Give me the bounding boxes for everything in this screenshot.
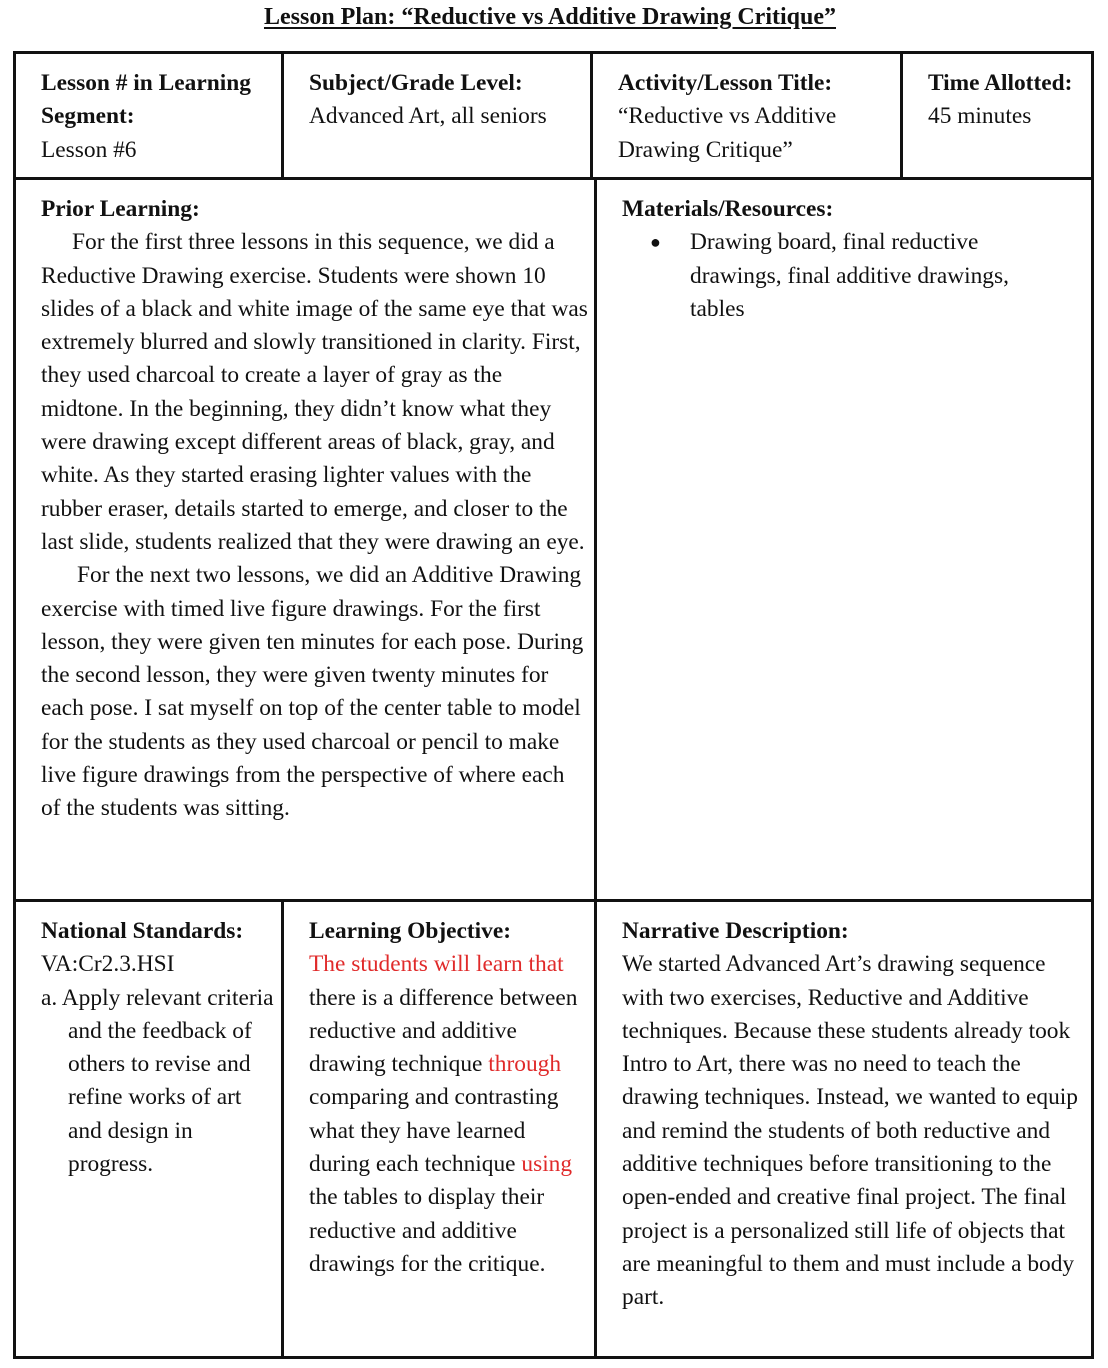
activity-title-label: Activity/Lesson Title: (618, 70, 833, 96)
national-standards-cell (13, 899, 284, 1359)
learning-objective-text (309, 948, 588, 1281)
standard-code: VA:Cr2.3.HSI (41, 951, 175, 978)
prior-learning-paragraph-1: For the first three lessons in this sequence, we did a Reductive Drawing exercise. Students were shown 10 slides of a black and white image of the same eye that was extremely blurred and slowly transitioned in clarity. First, they used charcoal to create a layer of gray as the midtone. In the beginning, they didn’t know what they were drawing except different areas of black, gray, and white. As they started erasing lighter values with the rubber eraser, details started to emerge, and closer to the last slide, students realized that they were drawing an eye. (41, 229, 588, 555)
time-allotted-cell (900, 51, 1094, 180)
narrative-text: We started Advanced Art’s drawing sequence with two exercises, Reductive and Additive techniques. Because these students already took Intro to Art, there was no need to teach the drawing techniques. Instead, we wanted to equip and remind the students of both reductive and additive techniques before transitioning to the open-ended and creative final project. The final project is a personalized still life of objects that are meaningful to them and must include a body part. (622, 951, 1078, 1311)
national-standards-label: National Standards: (41, 918, 244, 944)
subject-grade-value: Advanced Art, all seniors (309, 103, 547, 130)
objective-red-phrase-3: using (521, 1151, 573, 1178)
lesson-number-value: Lesson #6 (41, 136, 137, 163)
activity-title-value: “Reductive vs Additive Drawing Critique” (618, 103, 837, 163)
lesson-number-cell (13, 51, 284, 180)
narrative-cell (594, 899, 1094, 1359)
prior-learning-label: Prior Learning: (41, 196, 200, 222)
materials-list-item: ● Drawing board, final reductive drawings, final additive drawings, tables (622, 226, 1051, 326)
materials-label: Materials/Resources: (622, 196, 834, 222)
learning-objective-label: Learning Objective: (309, 918, 512, 944)
time-allotted-label: Time Allotted: (928, 70, 1073, 96)
lesson-number-label: Lesson # in Learning Segment: (41, 70, 251, 130)
prior-learning-paragraph-2: For the next two lessons, we did an Additive Drawing exercise with timed live figure drawings. For the first lesson, they were given ten minutes for each pose. During the second lesson, they were given twenty minutes for each pose. I sat myself on top of the center table to model for the students as they used charcoal or pencil to make live figure drawings from the perspective of where each of the students was sitting. (41, 562, 584, 822)
objective-red-phrase-1: The students will learn that (309, 951, 564, 978)
time-allotted-value: 45 minutes (928, 103, 1032, 130)
narrative-label: Narrative Description: (622, 918, 849, 944)
standard-item: a. Apply relevant criteria and the feedback of others to revise and refine works of art and design in progress. (41, 984, 274, 1178)
learning-objective-cell (281, 899, 597, 1359)
materials-list (622, 226, 1051, 326)
objective-text-part-2: there is a difference between reductive and additive drawing technique (309, 984, 578, 1078)
prior-learning-cell (13, 177, 597, 902)
objective-text-part-6: the tables to display their reductive and additive drawings for the critique. (309, 1184, 546, 1277)
materials-cell (594, 177, 1094, 902)
objective-red-phrase-2: through (488, 1051, 562, 1078)
activity-title-cell (590, 51, 903, 180)
subject-grade-cell (281, 51, 593, 180)
subject-grade-label: Subject/Grade Level: (309, 70, 523, 96)
document-title: Lesson Plan: “Reductive vs Additive Drawing Critique” (263, 4, 836, 30)
objective-text-part-4: comparing and contrasting what they have learned during each technique (309, 1084, 559, 1178)
lesson-plan-table (13, 51, 1094, 1359)
